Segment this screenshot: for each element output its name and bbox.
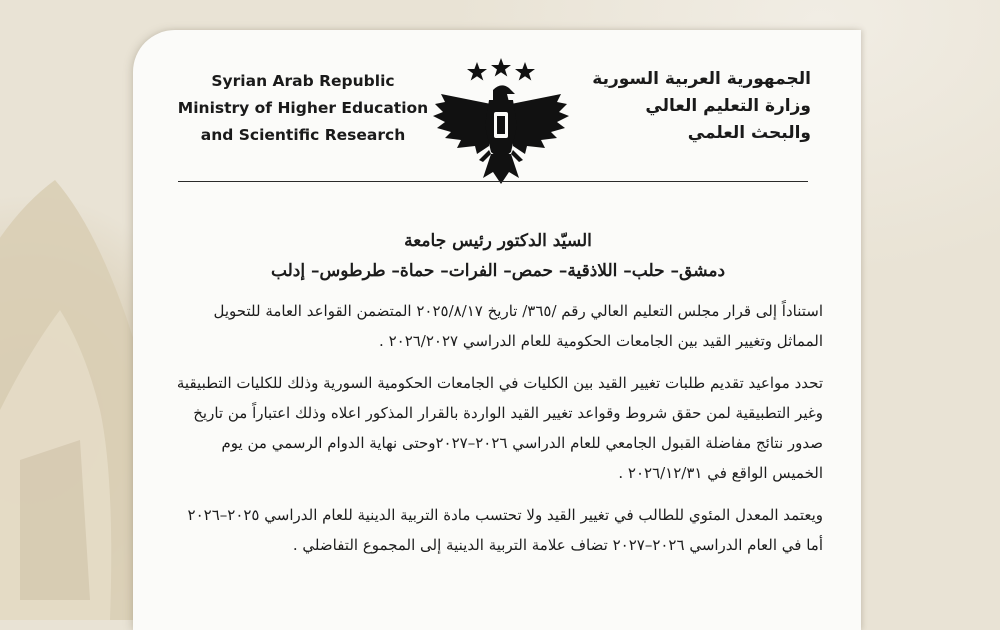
salutation: السيّد الدكتور رئيس جامعة [404,231,592,251]
paragraph-line: المماثل وتغيير القيد بين الجامعات الحكومية للعام الدراسي ٢٠٢٦/٢٠٢٧ . [379,332,823,350]
paragraph [173,500,823,560]
paragraph-line: وغير التطبيقية لمن حقق شروط وقواعد تغيير القيد الواردة بالقرار المذكور اعلاه وذلك اعتباراً من تاريخ [193,404,823,422]
paragraph-line: ويعتمد المعدل المئوي للطالب في تغيير القيد ولا تحتسب مادة التربية الدينية للعام الدراسي ٢٠٢٥–٢٠٢٦ [187,506,823,524]
recipient-universities: دمشق– حلب– اللاذقية– حمص– الفرات– حماة– طرطوس– إدلب [270,261,726,281]
letter-body [173,226,823,560]
arabic-letterhead [581,66,811,147]
paragraph-line: الخميس الواقع في ٢٠٢٦/١٢/٣١ . [618,464,823,482]
paragraph-line: أما في العام الدراسي ٢٠٢٦–٢٠٢٧ تضاف علامة التربية الدينية إلى المجموع التفاضلي . [292,536,823,554]
header-divider [178,181,808,182]
paragraph-line: تحدد مواعيد تقديم طلبات تغيير القيد بين الكليات في الجامعات الحكومية السورية وذلك للكليات التطبيقية [176,374,823,392]
paragraph [173,296,823,356]
letter-document [133,30,861,630]
paragraph [173,368,823,488]
english-letterhead [173,68,433,149]
paragraph-line: استناداً إلى قرار مجلس التعليم العالي رقم /٣٦٥/ تاريخ ٢٠٢٥/٨/١٧ المتضمن القواعد العامة للتحويل [213,302,823,320]
eagle-emblem-icon [431,56,571,188]
english-header-line: Syrian Arab Republic [211,72,395,90]
paragraph-line: صدور نتائج مفاضلة القبول الجامعي للعام الدراسي ٢٠٢٦–٢٠٢٧وحتى نهاية الدوام الرسمي من يوم [221,434,823,452]
english-header-line: and Scientific Research [200,126,406,144]
arabic-header-line: وزارة التعليم العالي [645,96,811,116]
english-header-line: Ministry of Higher Education [177,99,429,117]
arabic-header-line: والبحث العلمي [687,123,811,143]
arabic-header-line: الجمهورية العربية السورية [592,69,811,89]
